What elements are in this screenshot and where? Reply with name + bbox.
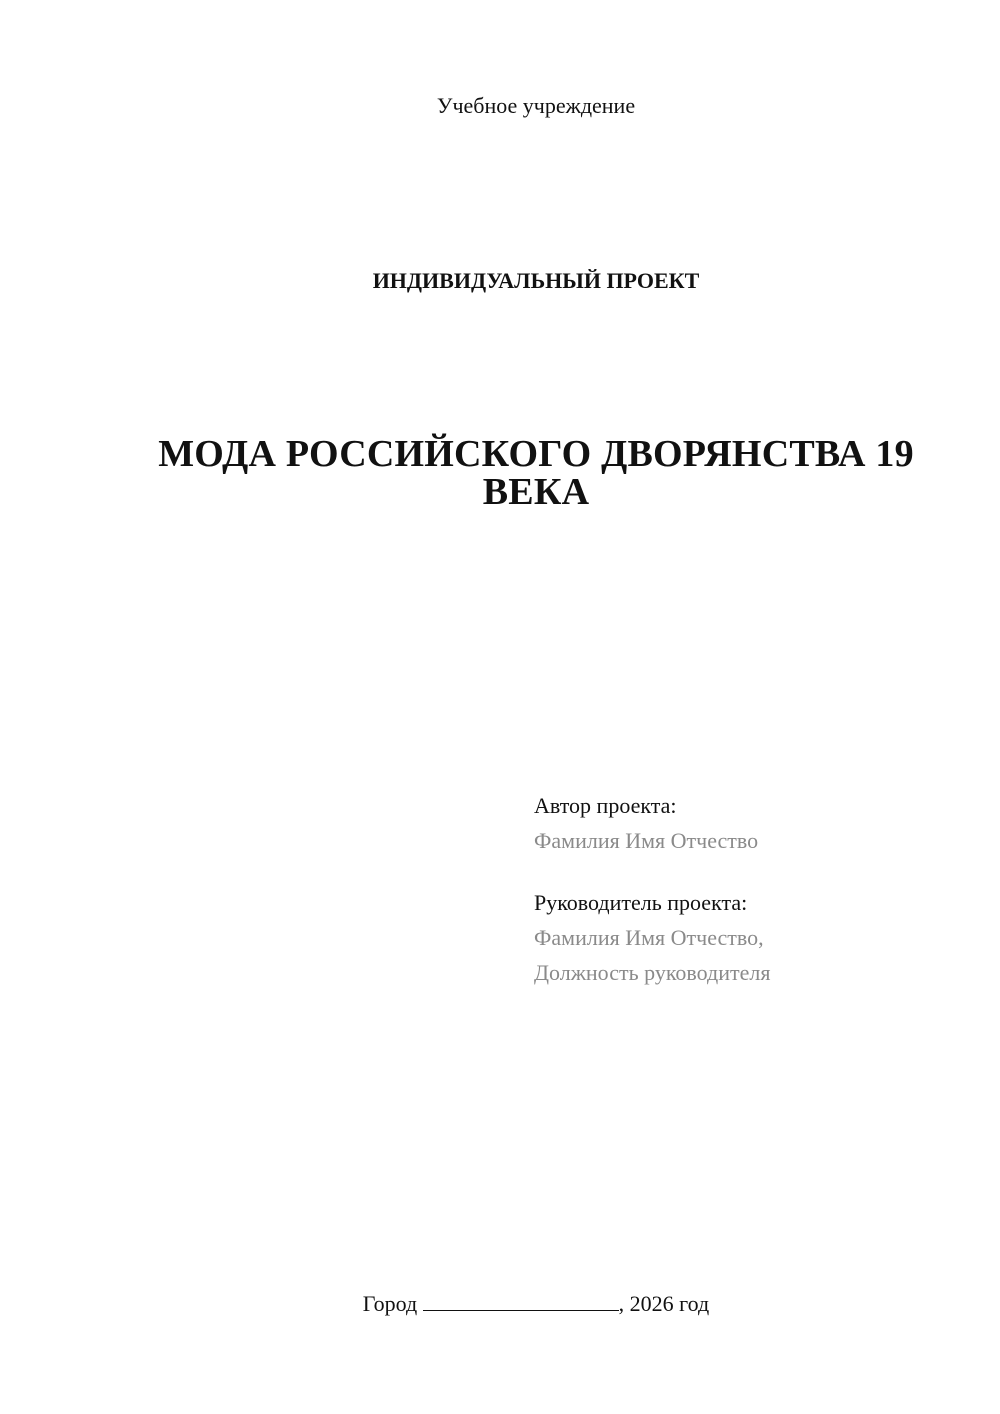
city-year-line	[0, 1290, 1000, 1318]
project-title-line-1: МОДА РОССИЙСКОГО ДВОРЯНСТВА 19	[158, 433, 914, 475]
document-type-heading: ИНДИВИДУАЛЬНЫЙ ПРОЕКТ	[372, 268, 700, 293]
institution-name: Учебное учреждение	[436, 93, 636, 118]
supervisor-name-placeholder: Фамилия Имя Отчество,	[534, 925, 764, 950]
city-blank-underline	[423, 1290, 619, 1311]
author-name-placeholder: Фамилия Имя Отчество	[534, 828, 759, 853]
project-title-line-2: ВЕКА	[482, 471, 590, 513]
credits-block	[534, 788, 974, 990]
supervisor-label: Руководитель проекта:	[534, 890, 748, 915]
author-label: Автор проекта:	[534, 793, 677, 818]
year-text: , 2026 год	[618, 1291, 710, 1316]
credits-spacer	[534, 858, 974, 885]
city-label: Город	[362, 1291, 418, 1316]
project-title	[150, 435, 922, 511]
supervisor-position-placeholder: Должность руководителя	[534, 960, 771, 985]
